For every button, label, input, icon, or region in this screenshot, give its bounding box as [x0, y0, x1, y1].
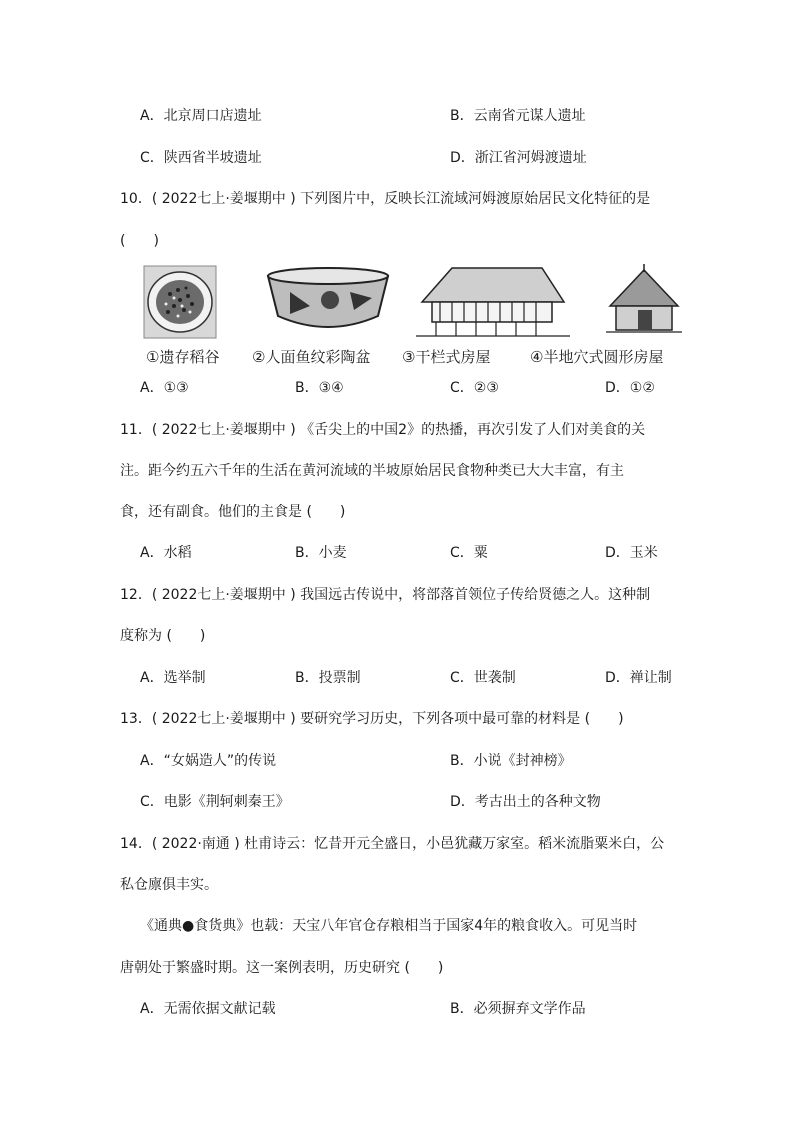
q14-stem: 14．( 2022·南通 ) 杜甫诗云：忆昔开元全盛日，小邑犹藏万家室。稻米流脂粟米白，公 [120, 836, 665, 852]
q12-option-a[interactable]: A．选举制 [140, 670, 206, 686]
q11-stem-line3: 食，还有副食。他们的主食是 ( ) [120, 504, 346, 520]
q12-stem-line2: 度称为 ( ) [120, 628, 206, 644]
q13-option-d[interactable]: D．考古出土的各种文物 [450, 794, 601, 810]
q11-option-c[interactable]: C．粟 [450, 545, 488, 561]
q9-option-b[interactable]: B．云南省元谋人遗址 [450, 108, 586, 124]
q9-option-c[interactable]: C．陕西省半坡遗址 [140, 150, 262, 166]
figure-caption-4: ④半地穴式圆形房屋 [530, 348, 664, 366]
q10-option-b[interactable]: B．③④ [295, 380, 344, 396]
q11-stem-line2: 注。距今约五六千年的生活在黄河流域的半坡原始居民食物种类已大大丰富，有主 [120, 463, 624, 479]
q14-stem-line4: 唐朝处于繁盛时期。这一案例表明，历史研究 ( ) [120, 960, 444, 976]
q12-stem: 12．( 2022七上·姜堰期中 ) 我国远古传说中，将部落首领位子传给贤德之人。这种制 [120, 587, 651, 603]
q9-option-a[interactable]: A．北京周口店遗址 [140, 108, 262, 124]
q11-stem: 11．( 2022七上·姜堰期中 ) 《舌尖上的中国2》的热播，再次引发了人们对美食的关 [120, 422, 646, 438]
stilt-house-image [416, 268, 570, 336]
q12-option-b[interactable]: B．投票制 [295, 670, 361, 686]
q13-stem: 13．( 2022七上·姜堰期中 ) 要研究学习历史，下列各项中最可靠的材料是 ( ) [120, 711, 624, 727]
q10-option-d[interactable]: D．①② [605, 380, 655, 396]
q12-option-c[interactable]: C．世袭制 [450, 670, 516, 686]
q14-stem-line3: 《通典●食货典》也载：天宝八年官仓存粮相当于国家4年的粮食收入。可见当时 [140, 918, 638, 934]
painted-pottery-basin-image [268, 268, 388, 327]
q10-option-a[interactable]: A．①③ [140, 380, 189, 396]
figure-caption-1: ①遗存稻谷 [146, 348, 220, 366]
figure-caption-3: ③干栏式房屋 [402, 348, 491, 366]
q11-option-d[interactable]: D．玉米 [605, 545, 658, 561]
q10-stem: 10．( 2022七上·姜堰期中 ) 下列图片中，反映长江流域河姆渡原始居民文化特征的是 [120, 191, 651, 207]
q11-option-b[interactable]: B．小麦 [295, 545, 347, 561]
q10-option-c[interactable]: C．②③ [450, 380, 499, 396]
q10-figure-images [140, 262, 688, 344]
q14-option-a[interactable]: A．无需依据文献记载 [140, 1001, 276, 1017]
q13-option-a[interactable]: A．“女娲造人”的传说 [140, 753, 277, 769]
q9-option-d[interactable]: D．浙江省河姆渡遗址 [450, 150, 587, 166]
q11-option-a[interactable]: A．水稻 [140, 545, 192, 561]
rice-grains-image [144, 266, 216, 338]
q14-stem-line2: 私仓廪俱丰实。 [120, 877, 218, 893]
q10-answer-bracket: ( ) [120, 233, 159, 249]
q13-option-b[interactable]: B．小说《封神榜》 [450, 753, 572, 769]
q12-option-d[interactable]: D．禅让制 [605, 670, 672, 686]
q14-option-b[interactable]: B．必须摒弃文学作品 [450, 1001, 586, 1017]
figure-caption-2: ②人面鱼纹彩陶盆 [252, 348, 371, 366]
q10-figure [140, 262, 688, 370]
q13-option-c[interactable]: C．电影《荆轲刺秦王》 [140, 794, 290, 810]
round-hut-image [606, 264, 682, 332]
